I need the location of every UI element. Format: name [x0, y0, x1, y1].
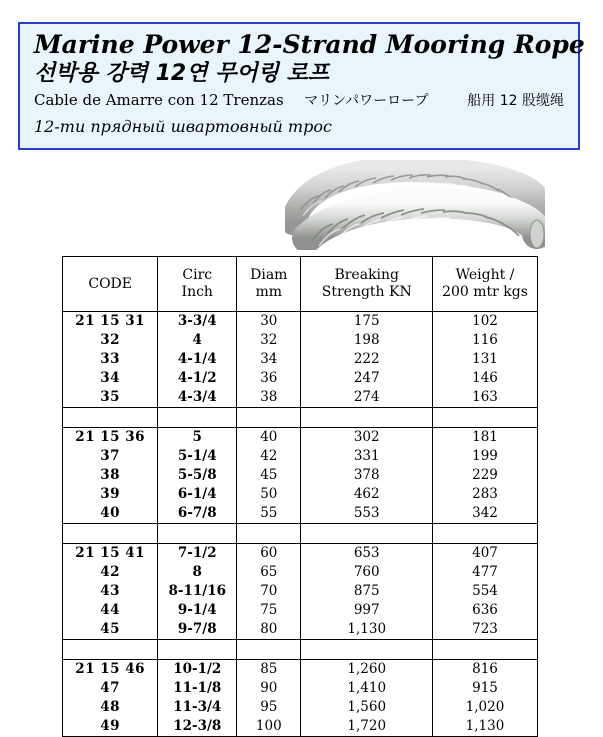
- table-row: [63, 582, 538, 601]
- spacer-cell: [63, 640, 158, 660]
- cell-code: 37: [63, 447, 158, 466]
- title-spanish: Cable de Amarre con 12 Trenzas: [34, 91, 284, 109]
- cell-diameter: 100: [237, 717, 301, 737]
- table-row: [63, 312, 538, 332]
- title-chinese: 船用 12 股缆绳: [467, 93, 564, 109]
- column-header-bs-line2: Strength KN: [321, 284, 412, 300]
- cell-code: 47: [63, 679, 158, 698]
- cell-diameter: 42: [237, 447, 301, 466]
- cell-diameter: 90: [237, 679, 301, 698]
- table-header-row: [63, 257, 538, 312]
- column-header-weight: [433, 257, 538, 312]
- cell-circumference: 8: [158, 563, 237, 582]
- cell-circumference: 11-3/4: [158, 698, 237, 717]
- spacer-cell: [301, 524, 433, 544]
- table-row: [63, 601, 538, 620]
- cell-weight: 554: [433, 582, 538, 601]
- cell-circumference: 9-1/4: [158, 601, 237, 620]
- cell-weight: 477: [433, 563, 538, 582]
- title-russian: 12-ти прядный швартовный трос: [34, 117, 332, 136]
- table-row: [63, 447, 538, 466]
- cell-diameter: 45: [237, 466, 301, 485]
- cell-weight: 181: [433, 428, 538, 448]
- cell-diameter: 30: [237, 312, 301, 332]
- spacer-cell: [301, 640, 433, 660]
- cell-circumference: 7-1/2: [158, 544, 237, 564]
- title-korean: 선박용 강력 12연 무어링 로프: [34, 61, 330, 86]
- spacer-cell: [158, 640, 237, 660]
- cell-diameter: 32: [237, 331, 301, 350]
- cell-weight: 229: [433, 466, 538, 485]
- cell-circumference: 6-1/4: [158, 485, 237, 504]
- cell-circumference: 5: [158, 428, 237, 448]
- cell-code: 21 15 41: [63, 544, 158, 564]
- cell-breaking-strength: 247: [301, 369, 433, 388]
- spacer-cell: [237, 640, 301, 660]
- cell-circumference: 4-1/2: [158, 369, 237, 388]
- cell-diameter: 70: [237, 582, 301, 601]
- cell-circumference: 4-3/4: [158, 388, 237, 408]
- cell-diameter: 95: [237, 698, 301, 717]
- cell-breaking-strength: 760: [301, 563, 433, 582]
- column-header-code: CODE: [63, 257, 158, 312]
- cell-weight: 199: [433, 447, 538, 466]
- cell-code: 42: [63, 563, 158, 582]
- cell-breaking-strength: 1,410: [301, 679, 433, 698]
- cell-weight: 283: [433, 485, 538, 504]
- cell-breaking-strength: 875: [301, 582, 433, 601]
- cell-weight: 636: [433, 601, 538, 620]
- spacer-cell: [63, 408, 158, 428]
- title-japanese: マリンパワーロープ: [304, 93, 429, 109]
- table-body: [63, 312, 538, 737]
- cell-breaking-strength: 198: [301, 331, 433, 350]
- table-row: [63, 350, 538, 369]
- spacer-cell: [433, 640, 538, 660]
- cell-breaking-strength: 175: [301, 312, 433, 332]
- specification-table: [62, 256, 538, 737]
- cell-code: 21 15 36: [63, 428, 158, 448]
- cell-diameter: 50: [237, 485, 301, 504]
- column-header-breaking-strength: [301, 257, 433, 312]
- spacer-cell: [158, 524, 237, 544]
- cell-diameter: 65: [237, 563, 301, 582]
- column-header-diam: [237, 257, 301, 312]
- table-row: [63, 717, 538, 737]
- cell-circumference: 10-1/2: [158, 660, 237, 680]
- cell-weight: 146: [433, 369, 538, 388]
- spacer-cell: [301, 408, 433, 428]
- table-row: [63, 660, 538, 680]
- cell-code: 49: [63, 717, 158, 737]
- cell-diameter: 80: [237, 620, 301, 640]
- cell-breaking-strength: 1,260: [301, 660, 433, 680]
- cell-circumference: 5-5/8: [158, 466, 237, 485]
- cell-breaking-strength: 1,560: [301, 698, 433, 717]
- cell-code: 21 15 31: [63, 312, 158, 332]
- spacer-cell: [433, 524, 538, 544]
- specification-table-wrapper: [62, 256, 538, 737]
- cell-breaking-strength: 997: [301, 601, 433, 620]
- table-header: [63, 257, 538, 312]
- cell-diameter: 75: [237, 601, 301, 620]
- cell-breaking-strength: 331: [301, 447, 433, 466]
- spacer-cell: [237, 524, 301, 544]
- cell-circumference: 3-3/4: [158, 312, 237, 332]
- table-row: [63, 698, 538, 717]
- table-row: [63, 620, 538, 640]
- cell-weight: 915: [433, 679, 538, 698]
- table-row: [63, 369, 538, 388]
- rope-illustration: [285, 160, 545, 250]
- cell-diameter: 60: [237, 544, 301, 564]
- cell-breaking-strength: 378: [301, 466, 433, 485]
- cell-diameter: 55: [237, 504, 301, 524]
- title-secondary-row: [34, 90, 564, 116]
- cell-breaking-strength: 222: [301, 350, 433, 369]
- column-header-circ: [158, 257, 237, 312]
- cell-diameter: 40: [237, 428, 301, 448]
- cell-code: 33: [63, 350, 158, 369]
- table-row: [63, 428, 538, 448]
- cell-diameter: 85: [237, 660, 301, 680]
- table-group-spacer: [63, 408, 538, 428]
- cell-weight: 1,130: [433, 717, 538, 737]
- cell-breaking-strength: 274: [301, 388, 433, 408]
- cell-breaking-strength: 1,130: [301, 620, 433, 640]
- spacer-cell: [237, 408, 301, 428]
- table-row: [63, 388, 538, 408]
- table-row: [63, 466, 538, 485]
- cell-weight: 816: [433, 660, 538, 680]
- spacer-cell: [63, 524, 158, 544]
- table-group-spacer: [63, 640, 538, 660]
- cell-circumference: 4-1/4: [158, 350, 237, 369]
- cell-code: 32: [63, 331, 158, 350]
- cell-code: 34: [63, 369, 158, 388]
- cell-weight: 102: [433, 312, 538, 332]
- cell-weight: 723: [433, 620, 538, 640]
- title-english: Marine Power 12-Strand Mooring Rope: [34, 30, 585, 59]
- cell-diameter: 36: [237, 369, 301, 388]
- cell-breaking-strength: 553: [301, 504, 433, 524]
- product-title-box: [18, 22, 585, 150]
- cell-circumference: 8-11/16: [158, 582, 237, 601]
- cell-weight: 116: [433, 331, 538, 350]
- cell-weight: 407: [433, 544, 538, 564]
- cell-code: 39: [63, 485, 158, 504]
- column-header-circ-line2: Inch: [181, 284, 213, 300]
- cell-circumference: 11-1/8: [158, 679, 237, 698]
- cell-code: 44: [63, 601, 158, 620]
- cell-circumference: 4: [158, 331, 237, 350]
- table-row: [63, 563, 538, 582]
- braided-rope-icon: [285, 160, 545, 250]
- cell-weight: 342: [433, 504, 538, 524]
- spacer-cell: [158, 408, 237, 428]
- cell-code: 48: [63, 698, 158, 717]
- table-row: [63, 485, 538, 504]
- cell-code: 43: [63, 582, 158, 601]
- column-header-wt-line2: 200 mtr kgs: [442, 284, 528, 300]
- table-group-spacer: [63, 524, 538, 544]
- cell-breaking-strength: 653: [301, 544, 433, 564]
- cell-weight: 131: [433, 350, 538, 369]
- spacer-cell: [433, 408, 538, 428]
- cell-circumference: 12-3/8: [158, 717, 237, 737]
- cell-diameter: 34: [237, 350, 301, 369]
- cell-circumference: 9-7/8: [158, 620, 237, 640]
- cell-code: 35: [63, 388, 158, 408]
- cell-breaking-strength: 302: [301, 428, 433, 448]
- cell-code: 21 15 46: [63, 660, 158, 680]
- table-row: [63, 504, 538, 524]
- table-row: [63, 679, 538, 698]
- cell-weight: 163: [433, 388, 538, 408]
- cell-circumference: 6-7/8: [158, 504, 237, 524]
- table-row: [63, 331, 538, 350]
- column-header-diam-line2: mm: [255, 284, 283, 300]
- cell-diameter: 38: [237, 388, 301, 408]
- cell-breaking-strength: 1,720: [301, 717, 433, 737]
- cell-breaking-strength: 462: [301, 485, 433, 504]
- cell-weight: 1,020: [433, 698, 538, 717]
- column-header-wt-line1: Weight /: [455, 267, 515, 283]
- column-header-diam-line1: Diam: [250, 267, 288, 283]
- table-row: [63, 544, 538, 564]
- cell-code: 45: [63, 620, 158, 640]
- cell-circumference: 5-1/4: [158, 447, 237, 466]
- cell-code: 40: [63, 504, 158, 524]
- column-header-bs-line1: Breaking: [334, 267, 400, 283]
- column-header-circ-line1: Circ: [182, 267, 213, 283]
- cell-code: 38: [63, 466, 158, 485]
